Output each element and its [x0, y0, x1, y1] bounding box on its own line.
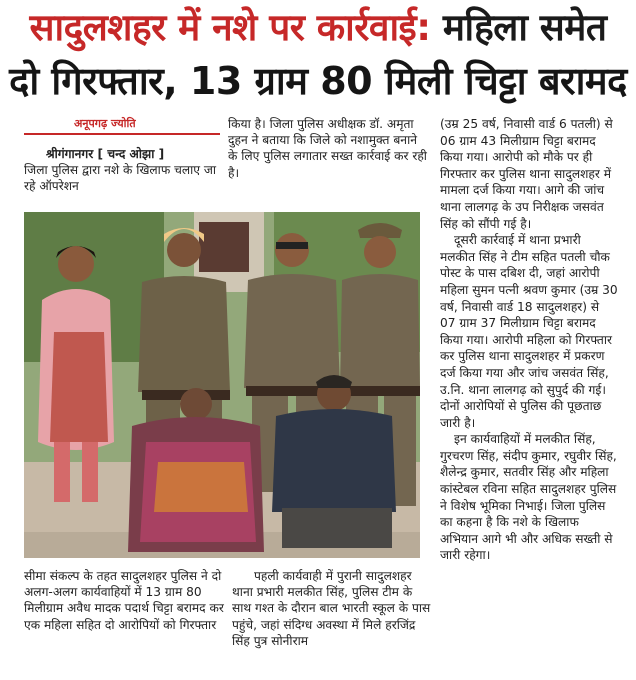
- news-photo: [24, 212, 420, 558]
- column-3-para-2: दूसरी कार्रवाई में थाना प्रभारी मलकीत सिंह ने टीम सहित पतली चौक पोस्ट के पास दबिश दी, जहां आरोपी महिला सुमन पत्नी श्रवण कुमार (उम्र 30 वर्ष, निवासी वार्ड 18 सादुलशहर) से 07 ग्राम 37 मिलीग्राम चिट्टा बरामद किया गया। आरोपी महिला को गिरफ्तार कर पुलिस थाना सादुलशहर में प्रकरण दर्ज किया गया और जांच जसवंत सिंह, उ.नि. थाना लालगढ़ को सुपुर्द की गई। दोनों आरोपियों से पुलिस की पूछताछ जारी है।: [440, 233, 618, 430]
- column-1-bottom: [24, 568, 224, 633]
- column-1-top-text: जिला पुलिस द्वारा नशे के खिलाफ चलाए जा रहे ऑपरेशन: [24, 163, 217, 194]
- column-3-para-1: (उम्र 25 वर्ष, निवासी वार्ड 6 पतली) से 06 ग्राम 43 मिलीग्राम चिट्टा बरामद किया गया। आरोपी को मौके पर ही गिरफ्तार कर पुलिस थाना सादुलशहर में मामला दर्ज किया गया। आगे की जांच थाना लालगढ़ के उप निरीक्षक जसवंत सिंह को सौंपी गई है।: [440, 117, 613, 231]
- headline-line-1: [0, 4, 636, 52]
- photo-illustration: [24, 212, 420, 558]
- headline-dark-part: महिला समेत: [430, 6, 607, 49]
- headline-red-part: सादुलशहर में नशे पर कार्रवाई:: [29, 6, 431, 49]
- column-2-top-text: किया है। जिला पुलिस अधीक्षक डॉ. अमृता दुहन ने बताया कि जिले को नशामुक्त बनाने के लिए पुलिस लगातार सख्त कार्रवाई कर रही है।: [228, 117, 427, 180]
- dateline: श्रीगंगानगर [ चन्द ओझा ]: [46, 147, 165, 161]
- column-2-top: [228, 116, 428, 181]
- column-1-top: [24, 146, 220, 195]
- column-2-bottom: [232, 568, 432, 649]
- headline: [0, 0, 636, 108]
- column-1-bottom-text: सीमा संकल्प के तहत सादुलशहर पुलिस ने दो अलग-अलग कार्यवाहियों में 13 ग्राम 80 मिलीग्राम अवैध मादक पदार्थ चिट्टा बरामद कर एक महिला सहित दो आरोपियों को गिरफ्तार: [24, 569, 224, 632]
- byline: अनूपगढ़ ज्योति: [74, 117, 136, 130]
- column-3-para-3: इन कार्यवाहियों में मलकीत सिंह, गुरचरण सिंह, संदीप कुमार, रघुवीर सिंह, शैलेन्द्र कुमार, सतवीर सिंह और महिला कांस्टेबल रविना सहित सादुलशहर पुलिस ने विशेष भूमिका निभाई। जिला पुलिस का कहना है कि नशे के खिलाफ अभियान आगे भी और अधिक सख्ती से जारी रहेगा।: [440, 432, 617, 563]
- column-2-bottom-text: पहली कार्यवाही में पुरानी सादुलशहर थाना प्रभारी मलकीत सिंह, पुलिस टीम के साथ गश्त के दौरान बाल भारती स्कूल के पास पहुंचे, जहां संदिग्ध अवस्था में मिले हरजिंद्र सिंह पुत्र सोनीराम: [232, 569, 431, 648]
- byline-rule: [24, 133, 220, 135]
- column-3: [440, 116, 618, 564]
- headline-line-2: दो गिरफ्तार, 13 ग्राम 80 मिली चिट्टा बरामद: [9, 59, 627, 103]
